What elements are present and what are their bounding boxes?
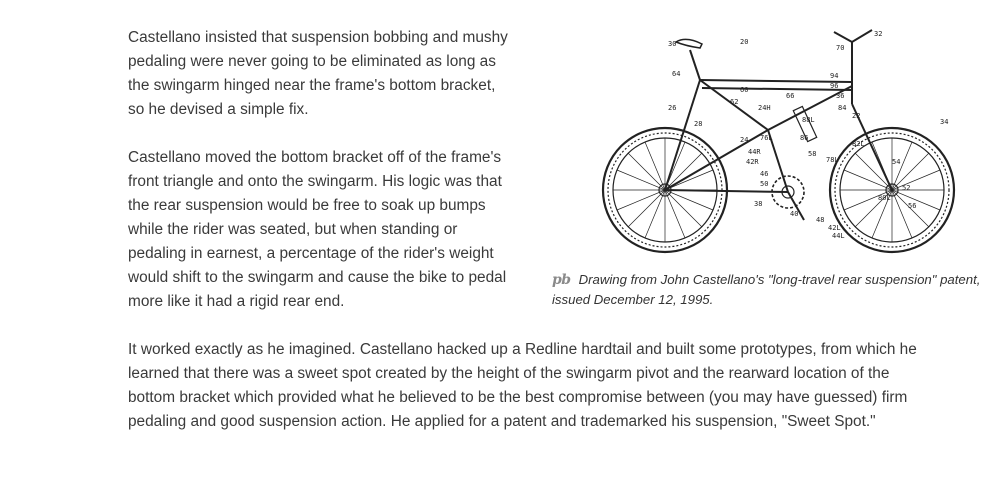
svg-text:76L: 76L [760,134,773,142]
svg-text:32: 32 [874,30,883,38]
svg-text:24H: 24H [758,104,771,112]
svg-text:50: 50 [760,180,769,188]
svg-text:34: 34 [940,118,949,126]
svg-text:70: 70 [836,44,845,52]
svg-text:42L: 42L [828,224,841,232]
patent-figure [552,12,982,312]
svg-text:62: 62 [730,98,739,106]
svg-text:94: 94 [830,72,839,80]
svg-text:88L: 88L [802,116,815,124]
svg-text:78L: 78L [826,156,839,164]
svg-text:20: 20 [740,38,749,46]
svg-text:30: 30 [668,40,677,48]
svg-text:42R: 42R [746,158,759,166]
svg-text:80L: 80L [878,194,891,202]
svg-text:96: 96 [830,82,839,90]
saddle [676,39,702,48]
svg-text:22: 22 [852,112,861,120]
svg-text:58: 58 [808,150,817,158]
svg-text:28: 28 [694,120,703,128]
svg-text:46: 46 [760,170,769,178]
svg-text:26: 26 [668,104,677,112]
svg-text:60: 60 [740,86,749,94]
svg-text:38: 38 [754,200,763,208]
svg-text:86: 86 [800,134,809,142]
caption-text: Drawing from John Castellano's "long-travel rear suspension" patent, issued December 12, 1995. [552,272,981,307]
svg-text:56: 56 [908,202,917,210]
svg-text:82L: 82L [852,140,865,148]
paragraph-3: It worked exactly as he imagined. Castellano hacked up a Redline hardtail and built some prototypes, from which he learned that there was a sweet spot created by the height of the swingarm pivot and the rearward location of the bottom bracket which provided what he believed to be the best compromise between (you may have guessed) firm pedaling and good suspension action. He applied for a patent and trademarked his suspension, "Sweet Spot." [128,341,917,430]
bicycle-patent-drawing [590,12,970,264]
paragraph-1: Castellano insisted that suspension bobbing and mushy pedaling were never going to be eliminated as long as the swingarm hinged near the frame's bottom bracket, so he devised a simple fix. [128,29,508,118]
svg-text:36: 36 [836,92,845,100]
svg-text:52: 52 [902,184,911,192]
pinkbike-logo: pb [552,272,571,288]
svg-text:24: 24 [740,136,749,144]
svg-text:40: 40 [790,210,799,218]
figure-caption [552,270,982,310]
svg-text:44R: 44R [748,148,761,156]
handlebar [834,30,872,42]
chainring [772,176,804,220]
paragraph-2: Castellano moved the bottom bracket off of the frame's front triangle and onto the swingarm. His logic was that the rear suspension would be free to soak up bumps while the rider was seated, but when standing or pedaling in earnest, a percentage of the rider's weight would shift to the swingarm and cause the bike to pedal more like it had a rigid rear end. [128,149,507,310]
svg-text:84: 84 [838,104,847,112]
svg-text:48: 48 [816,216,825,224]
svg-text:44L: 44L [832,232,845,240]
svg-text:64: 64 [672,70,681,78]
svg-text:54: 54 [892,158,901,166]
svg-text:66: 66 [786,92,795,100]
